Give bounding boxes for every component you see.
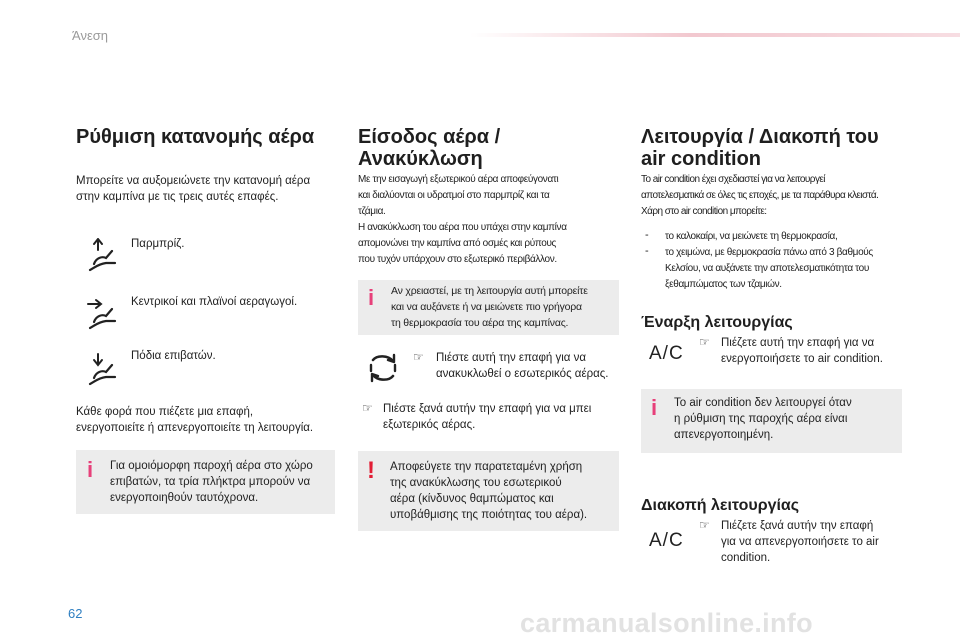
watermark: carmanualsonline.info [520, 608, 813, 638]
air-intake-body: Με την εισαγωγή εξωτερικού αέρα αποφεύγονατι και διαλύονται οι υδρατμοί στο παρμπρίζ και τα τζάμια. Η ανακύκλωση του αέρα που υπάχει στην καμπίνα απομονώνει την καμπίνα από οσμές και ρύπους που τυχόν υπάρχουν στο εξωτερικό περιβάλλον. [358, 174, 567, 265]
summer-bullet: το καλοκαίρι, να μειώνετε τη θερμοκρασία, [665, 231, 838, 242]
arrow-bullet: ☞ [699, 335, 710, 349]
air-distribution-toggle-text: Κάθε φορά που πιέζετε μια επαφή, ενεργοποιείτε ή απενεργοποιείτε τη λειτουργία. [76, 406, 314, 434]
heading-start: Έναρξη λειτουργίας [641, 314, 793, 331]
air-recirculation-icon[interactable] [366, 351, 400, 385]
warning-icon: ! [367, 457, 375, 484]
col-air-distribution [76, 126, 346, 148]
winter-bullet: το χειμώνα, με θερμοκρασία πάνω από 3 βαθμούς Κελσίου, να αυξάνετε την αποτελεσματικότητα του ξεθαμπώματος των τζαμιών. [665, 247, 873, 290]
arrow-bullet: ☞ [413, 350, 424, 364]
heading-air-intake: Είσοδος αέρα / Ανακύκλωση [358, 126, 501, 170]
info-icon: i [87, 457, 94, 482]
page-number: 62 [68, 606, 83, 621]
windscreen-airflow-icon[interactable] [84, 238, 124, 274]
dash-bullet: - [645, 245, 649, 257]
air-distribution-intro: Μπορείτε να αυξομειώνετε την κατανομή αέρα στην καμπίνα με τις τρεις αυτές επαφές. [76, 175, 311, 203]
section-title: Άνεση [72, 28, 108, 43]
ac-stop-instruction: Πιέζετε ξανά αυτήν την επαφή για να απενεργοποιήσετε το air condition. [721, 520, 879, 564]
dash-bullet: - [645, 229, 649, 241]
info-icon: i [368, 285, 375, 310]
heading-stop: Διακοπή λειτουργίας [641, 497, 800, 514]
recirculation-instruction: Πιέστε αυτή την επαφή για να ανακυκλωθεί ο εσωτερικός αέρας. [436, 352, 609, 380]
footwell-airflow-icon[interactable] [84, 352, 124, 388]
central-vents-airflow-icon[interactable] [84, 296, 124, 332]
outside-air-instruction: Πιέστε ξανά αυτήν την επαφή για να μπει εξωτερικός αέρας. [383, 403, 592, 431]
arrow-bullet: ☞ [699, 518, 710, 532]
air-conditioning-intro: Το air condition έχει σχεδιαστεί για να λειτουργεί αποτελεσματικά σε όλες τις εποχές, με τα παράθυρα κλειστά. Χάρη στο air condition μπορείτε: [641, 174, 879, 217]
header-rule [470, 33, 960, 37]
option-label-footwell: Πόδια επιβατών. [131, 350, 216, 362]
ac-start-instruction: Πιέζετε αυτή την επαφή για να ενεργοποιήσετε το air condition. [721, 337, 883, 365]
warning-note-recirculation: ! Αποφεύγετε την παρατεταμένη χρήση της ανακύκλωσης του εσωτερικού αέρα (κίνδυνος θαμπώματος και υποβάθμισης της ποιότητας του αέρα). [358, 451, 619, 531]
heading-air-distribution: Ρύθμιση κατανομής αέρα [76, 126, 315, 148]
arrow-bullet: ☞ [362, 401, 373, 415]
info-note-uniform-flow: i Για ομοιόμορφη παροχή αέρα στο χώρο επιβατών, τα τρία πλήκτρα μπορούν να ενεργοποιηθούν ταυτόχρονα. [76, 450, 335, 514]
ac-button[interactable]: A/C [649, 343, 684, 364]
option-label-central-vents: Κεντρικοί και πλαϊνοί αεραγωγοί. [131, 296, 298, 308]
ac-button-stop[interactable]: A/C [649, 530, 684, 551]
info-icon: i [651, 395, 658, 420]
info-note-temperature: i Αν χρειαστεί, με τη λειτουργία αυτή μπορείτε και να αυξάνετε ή να μειώνετε πιο γρήγορα τη θερμοκρασία του αέρα της καμπίνας. [358, 280, 619, 335]
info-note-ac-disabled: i Το air condition δεν λειτουργεί όταν η ρύθμιση της παροχής αέρα είναι απενεργοποιημένη. [641, 389, 902, 453]
heading-air-conditioning: Λειτουργία / Διακοπή του air condition [641, 126, 879, 170]
option-label-windscreen: Παρμπρίζ. [131, 238, 185, 250]
